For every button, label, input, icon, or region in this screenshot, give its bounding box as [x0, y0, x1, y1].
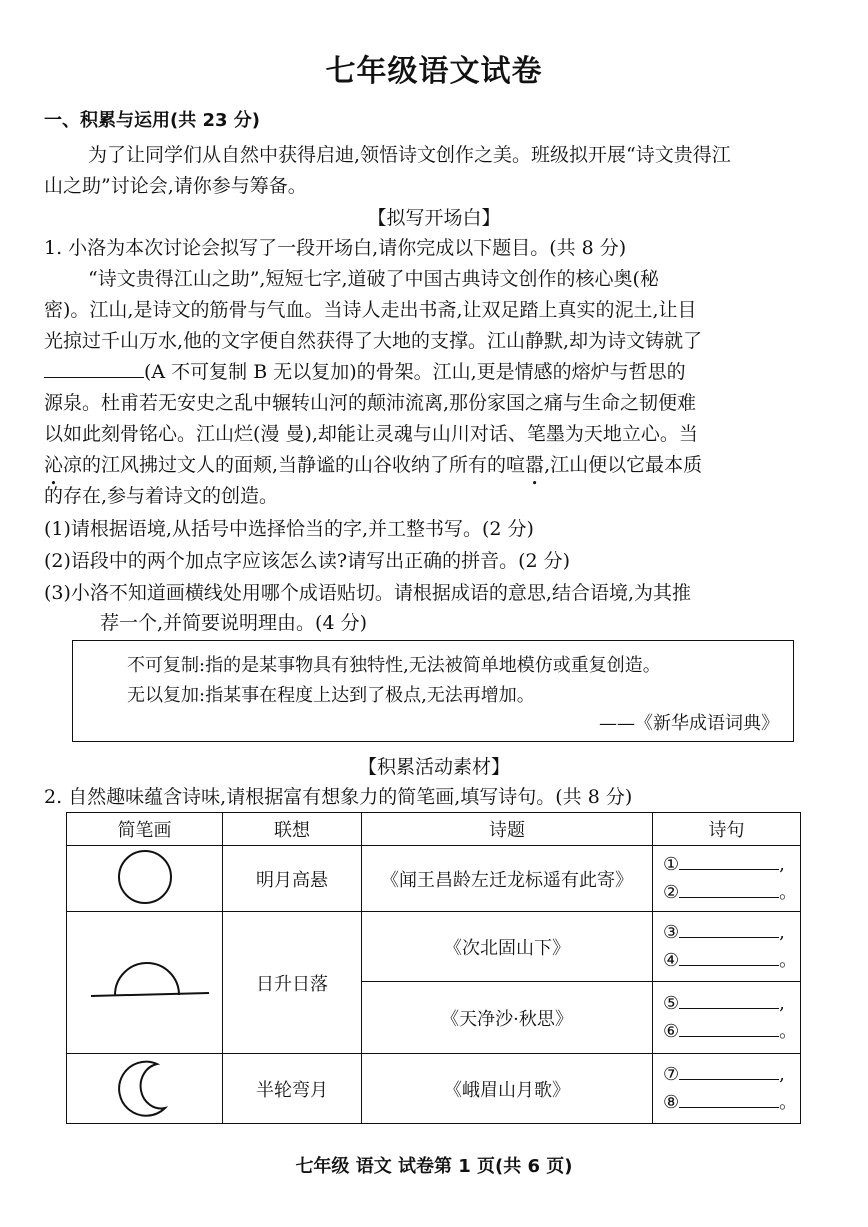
answer-blank[interactable] — [679, 1020, 779, 1037]
poem-title-cell: 《次北固山下》 — [362, 912, 653, 982]
verse-cell: ⑦ , ⑧ 。 — [653, 1054, 801, 1124]
table-header: 联想 — [223, 813, 362, 846]
definition-box — [72, 640, 794, 742]
table-header: 诗题 — [362, 813, 653, 846]
sunrise-sketch — [75, 940, 215, 1020]
passage-line: 密)。江山,是诗文的筋骨与气血。当诗人走出书斋,让双足踏上真实的泥土,让目 — [44, 299, 697, 321]
definition-source: ——《新华成语词典》 — [599, 713, 779, 734]
passage-text: 凉的江风拂过文人的面颊,当静谧的山谷收纳了所有的喧 — [63, 454, 526, 476]
poem-title-cell: 《峨眉山月歌》 — [362, 1054, 653, 1124]
passage-line — [44, 450, 702, 477]
answer-blank[interactable] — [679, 921, 779, 938]
page-title: 七年级语文试卷 — [325, 54, 543, 89]
poem-title-cell: 《天净沙·秋思》 — [362, 982, 653, 1054]
intro-line: 山之助”讨论会,请你参与筹备。 — [44, 175, 307, 197]
section-heading: 一、积累与运用(共 23 分) — [44, 110, 261, 131]
assoc-cell: 半轮弯月 — [223, 1054, 362, 1124]
sub-question-3: (3)小洛不知道画横线处用哪个成语贴切。请根据成语的意思,结合语境,为其推 — [44, 582, 691, 604]
assoc-cell: 日升日落 — [223, 912, 362, 1054]
answer-blank[interactable] — [679, 992, 779, 1009]
passage-text: (A 不可复制 B 无以复加)的骨架。江山,更是情感的熔炉与哲思的 — [144, 361, 686, 383]
passage-line: “诗文贵得江山之助”,短短七字,道破了中国古典诗文创作的核心奥(秘 — [88, 268, 659, 290]
sketch-cell — [67, 846, 223, 912]
fill-blank[interactable] — [44, 359, 144, 378]
sketch-cell — [67, 1054, 223, 1124]
sub-question-3-cont: 荐一个,并简要说明理由。(4 分) — [100, 612, 367, 634]
verse-cell: ⑤ , ⑥ 。 — [653, 982, 801, 1054]
table-header: 简笔画 — [67, 813, 223, 846]
full-moon-sketch — [105, 846, 185, 906]
answer-blank[interactable] — [679, 1063, 779, 1080]
sketch-cell — [67, 912, 223, 1054]
passage-line: 以如此刻骨铭心。江山烂(漫 曼),却能让灵魂与山川对话、笔墨为天地立心。当 — [44, 423, 698, 445]
answer-blank[interactable] — [679, 881, 779, 898]
dotted-char: 嚣 — [525, 454, 545, 476]
poem-title-cell: 《闻王昌龄左迁龙标遥有此寄》 — [362, 846, 653, 912]
question-2: 2. 自然趣味蕴含诗味,请根据富有想象力的简笔画,填写诗句。(共 8 分) — [44, 786, 633, 808]
table-header: 诗句 — [653, 813, 801, 846]
subsection-heading: 【拟写开场白】 — [367, 207, 501, 229]
definition-line: 无以复加:指某事在程度上达到了极点,无法再增加。 — [127, 685, 535, 706]
answer-blank[interactable] — [679, 1091, 779, 1108]
crescent-moon-sketch — [105, 1054, 185, 1118]
subsection-heading: 【积累活动素材】 — [357, 756, 510, 778]
passage-line: 光掠过千山万水,他的文字便自然获得了大地的支撑。江山静默,却为诗文铸就了 — [44, 330, 703, 352]
intro-line: 为了让同学们从自然中获得启迪,领悟诗文创作之美。班级拟开展“诗文贵得江 — [88, 144, 731, 166]
answer-blank[interactable] — [679, 949, 779, 966]
dotted-char: 沁 — [44, 454, 64, 476]
passage-line: 源泉。杜甫若无安史之乱中辗转山河的颠沛流离,那份家国之痛与生命之韧便难 — [44, 392, 697, 414]
verse-cell: ③ , ④ 。 — [653, 912, 801, 982]
definition-line: 不可复制:指的是某事物具有独特性,无法被简单地模仿或重复创造。 — [127, 655, 661, 676]
passage-line — [44, 357, 686, 384]
assoc-cell: 明月高悬 — [223, 846, 362, 912]
passage-line: 的存在,参与着诗文的创造。 — [44, 485, 279, 507]
sub-question-2: (2)语段中的两个加点字应该怎么读?请写出正确的拼音。(2 分) — [44, 550, 571, 572]
answer-blank[interactable] — [679, 853, 779, 870]
verse-cell: ① , ② 。 — [653, 846, 801, 912]
passage-text: ,江山便以它最本质 — [544, 454, 703, 476]
page-footer: 七年级 语文 试卷第 1 页(共 6 页) — [295, 1156, 573, 1177]
sub-question-1: (1)请根据语境,从括号中选择恰当的字,并工整书写。(2 分) — [44, 518, 534, 540]
poem-table — [66, 812, 801, 1124]
question-1: 1. 小洛为本次讨论会拟写了一段开场白,请你完成以下题目。(共 8 分) — [44, 237, 627, 259]
